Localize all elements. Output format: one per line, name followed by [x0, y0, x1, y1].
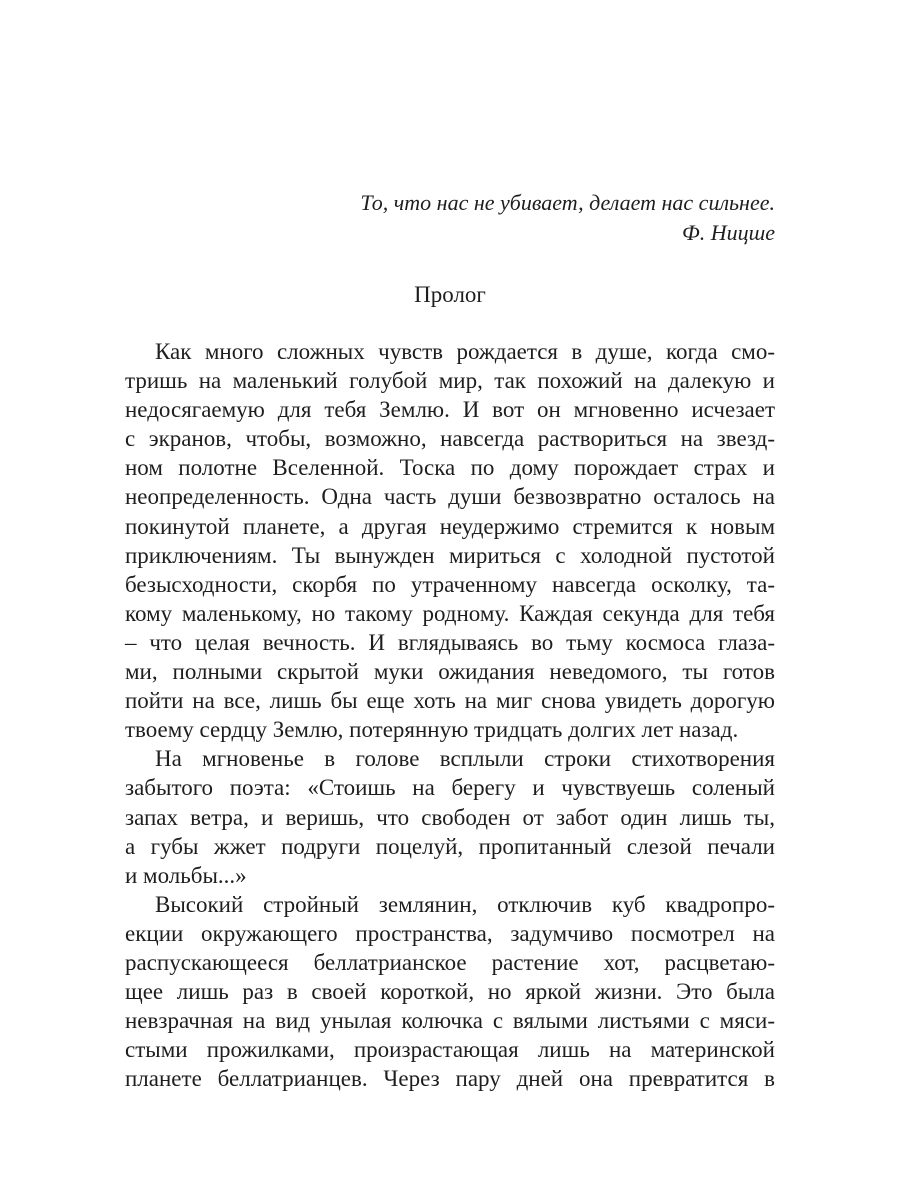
text-line: невзрачная на вид унылая колючка с вялыми листьями с мяси-: [125, 1008, 775, 1034]
text-line: екции окружающего пространства, задумчиво посмотрел на: [125, 920, 775, 946]
chapter-heading: Пролог: [414, 282, 486, 307]
text-line: безысходности, скорбя по утраченному навсегда осколку, та-: [125, 571, 775, 597]
text-line: запах ветра, и веришь, что свободен от забот один лишь ты,: [125, 804, 775, 830]
epigraph-author: Ф. Ницше: [682, 220, 775, 245]
text-line: ми, полными скрытой муки ожидания неведомого, ты готов: [125, 659, 775, 685]
text-line: приключениям. Ты вынужден мириться с холодной пустотой: [125, 542, 775, 568]
text-line: недосягаемую для тебя Землю. И вот он мгновенно исчезает: [125, 397, 775, 423]
text-line: неопределенность. Одна часть души безвозвратно осталось на: [125, 484, 775, 510]
text-line: покинутой планете, а другая неудержимо стремится к новым: [125, 513, 775, 539]
text-line: стыми прожилками, произрастающая лишь на материнской: [125, 1037, 775, 1063]
text-line: На мгновенье в голове всплыли строки стихотворения: [155, 746, 775, 772]
text-line: а губы жжет подруги поцелуй, пропитанный слезой печали: [125, 833, 775, 859]
paragraph: [125, 890, 775, 1094]
text-line: тришь на маленький голубой мир, так похожий на далекую и: [125, 368, 775, 394]
body-text: [125, 337, 775, 1093]
text-line: пойти на все, лишь бы еще хоть на миг снова увидеть дорогую: [125, 688, 775, 714]
text-line: щее лишь раз в своей короткой, но яркой жизни. Это была: [125, 979, 775, 1005]
epigraph-quote: То, что нас не убивает, делает нас сильнее.: [360, 190, 775, 215]
text-line: кому маленькому, но такому родному. Каждая секунда для тебя: [125, 600, 775, 626]
text-line: с экранов, чтобы, возможно, навсегда раствориться на звезд-: [125, 426, 775, 452]
text-line: распускающееся беллатрианское растение хот, расцветаю-: [125, 949, 775, 975]
text-line: – что целая вечность. И вглядываясь во тьму космоса глаза-: [125, 629, 775, 655]
text-line: и мольбы...»: [125, 862, 247, 888]
text-line: ном полотне Вселенной. Тоска по дому порождает страх и: [125, 455, 775, 481]
text-line: планете беллатрианцев. Через пару дней она превратится в: [125, 1066, 775, 1092]
text-line: забытого поэта: «Стоишь на берегу и чувствуешь соленый: [125, 775, 775, 801]
epigraph: [135, 188, 775, 248]
text-line: Высокий стройный землянин, отключив куб квадропро-: [155, 891, 775, 917]
text-line: твоему сердцу Землю, потерянную тридцать долгих лет назад.: [125, 717, 739, 743]
paragraph: [125, 337, 775, 744]
paragraph: [125, 744, 775, 889]
text-line: Как много сложных чувств рождается в душе, когда смо-: [155, 339, 775, 364]
